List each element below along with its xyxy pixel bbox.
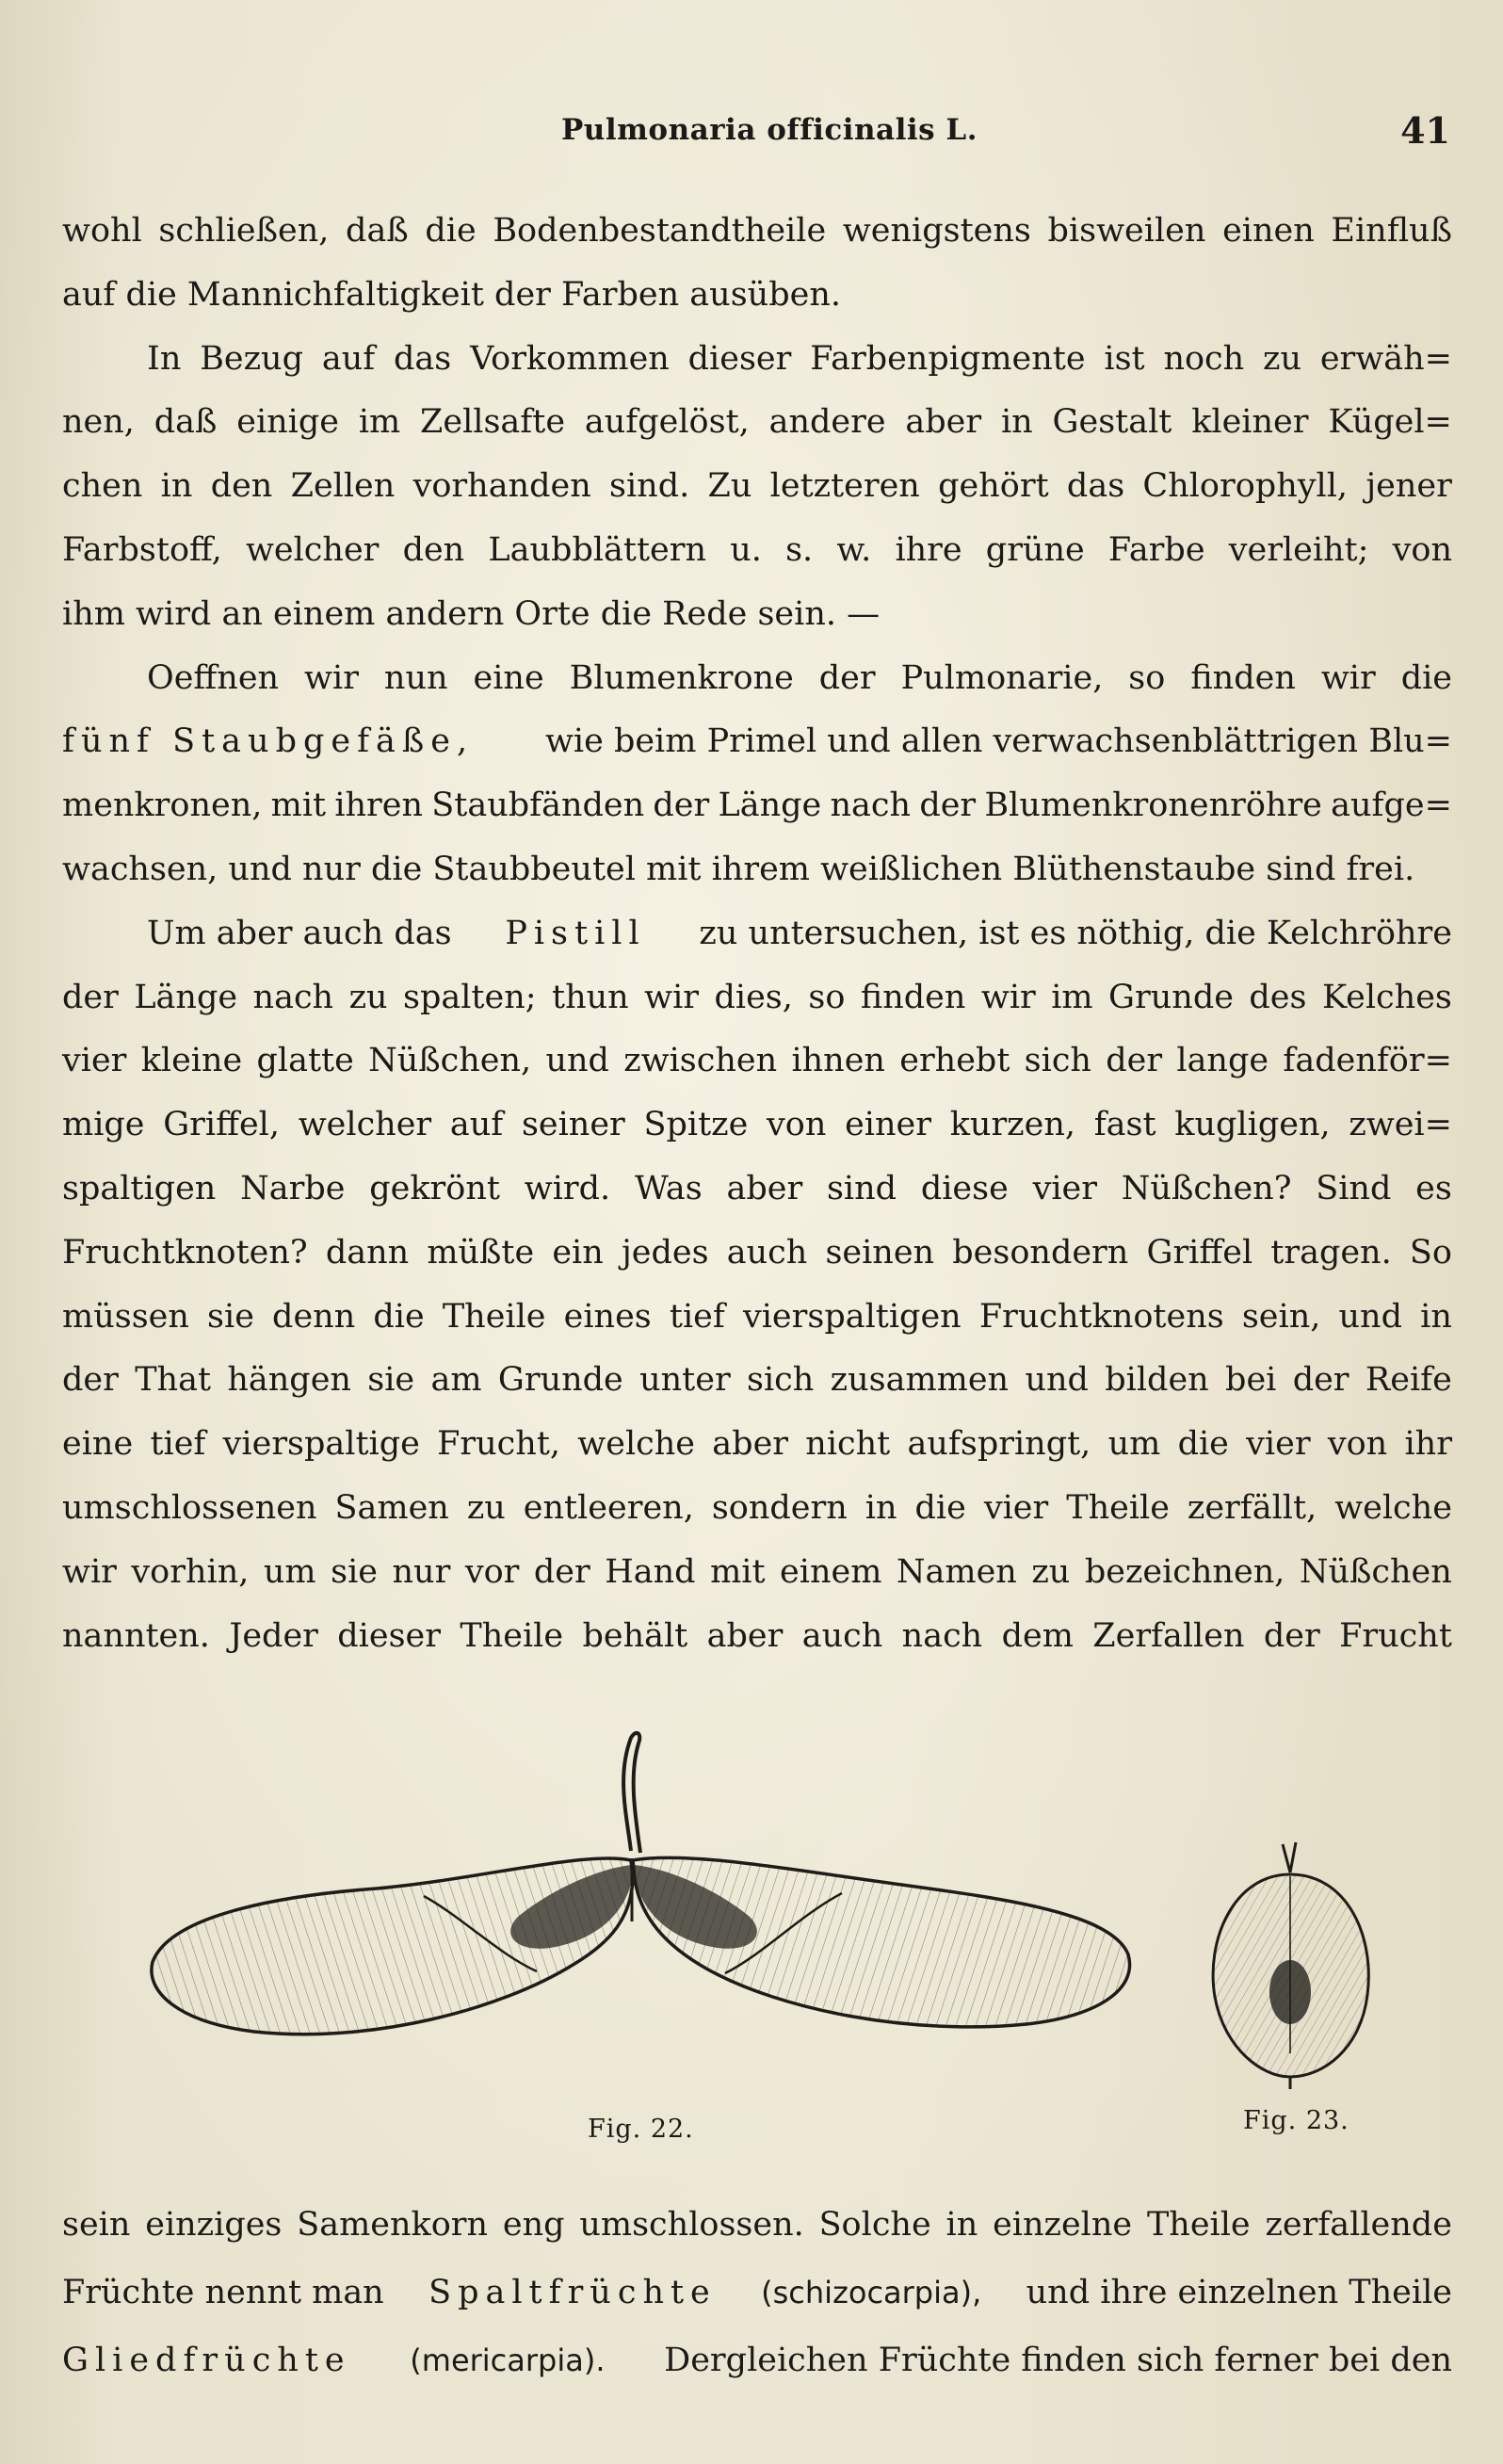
word: Bezug: [200, 339, 304, 378]
word: nach: [252, 978, 334, 1016]
text-line: wachsen, und nur die Staubbeutel mit ihrem weißlichen Blüthenstaube sind frei.: [62, 850, 1415, 888]
word: Pulmonarie,: [900, 658, 1104, 697]
word: finden: [860, 978, 966, 1016]
word: Theile: [460, 1616, 564, 1655]
word: mige: [62, 1106, 145, 1144]
word: gekrönt: [369, 1169, 500, 1208]
word: sein,: [1241, 1297, 1321, 1336]
word: das: [1066, 467, 1125, 506]
word: Samenkorn: [297, 2206, 489, 2244]
word: Zerfallen: [1092, 1616, 1245, 1655]
word: Zellen: [290, 467, 396, 506]
word: vorhin,: [131, 1552, 250, 1591]
emphasis-staubgefaesse: fünf Staubgefäße,: [62, 722, 475, 761]
word: auf: [449, 1106, 504, 1144]
text-line: [62, 1286, 1452, 1350]
word: dieser: [337, 1616, 441, 1655]
text-run: Um aber auch das: [147, 914, 452, 952]
text-line: [62, 966, 1452, 1030]
word: einziges: [145, 2206, 283, 2244]
word: Gestalt: [1052, 403, 1172, 442]
word: kurzen,: [949, 1106, 1076, 1144]
word: hängen: [227, 1361, 351, 1400]
emphasis-spaltfruechte: Spaltfrüchte: [428, 2274, 717, 2311]
word: nun: [383, 658, 448, 697]
word: Samen: [334, 1488, 449, 1527]
text-line: [62, 774, 1452, 838]
word: Griffel: [1146, 1233, 1253, 1272]
text-run: wie beim Primel und allen verwachsenblättrigen Blu=: [544, 722, 1452, 761]
text-line: [62, 1222, 1452, 1286]
word: kleine: [140, 1042, 243, 1080]
word: in: [945, 2206, 978, 2244]
word: bisweilen: [1047, 212, 1206, 250]
word: Theile: [442, 1297, 546, 1336]
word: jedes: [621, 1233, 709, 1272]
word: Griffel,: [163, 1106, 280, 1144]
word: so: [1128, 658, 1166, 697]
word: in: [865, 1488, 897, 1527]
word: einzelne: [993, 2206, 1133, 2244]
word: in: [160, 467, 193, 506]
word: erwäh=: [1319, 339, 1452, 378]
word: am: [430, 1361, 482, 1400]
word: nannten.: [62, 1616, 210, 1655]
text-line: [62, 200, 1452, 264]
word: sind.: [609, 467, 690, 506]
figure-23-caption: Fig. 23.: [1243, 2106, 1349, 2135]
text-line: [62, 1477, 1452, 1541]
word: die: [425, 212, 477, 250]
word: Staubfänden: [431, 786, 645, 825]
word: um: [1107, 1425, 1161, 1464]
word: Kügel=: [1328, 403, 1452, 442]
word: Narbe: [240, 1169, 346, 1208]
word: ihren: [334, 786, 424, 825]
text-line: [62, 1029, 1452, 1094]
word: erhebt: [899, 1042, 1010, 1080]
maple-fruit-illustration: [141, 1728, 1139, 2096]
word: müssen: [62, 1297, 189, 1336]
word: Sind: [1316, 1169, 1392, 1208]
word: Grunde: [497, 1361, 623, 1400]
text-line: [62, 391, 1452, 455]
word: das: [394, 339, 452, 378]
word: So: [1409, 1233, 1452, 1272]
word: s.: [785, 530, 814, 569]
text-line-with-emphasis: [62, 710, 1452, 774]
word: dem: [1001, 1616, 1074, 1655]
word: den: [402, 530, 465, 569]
text-line: auf die Mannichfaltigkeit der Farben ausüben.: [62, 275, 841, 314]
word: daß: [346, 212, 409, 250]
word: eine: [62, 1425, 134, 1464]
word: dieser: [687, 339, 792, 378]
word: in: [1000, 403, 1033, 442]
word: grüne: [985, 530, 1085, 569]
word: Farbstoff,: [62, 530, 222, 569]
word: seiner: [521, 1106, 625, 1144]
word: auch: [726, 1233, 808, 1272]
word: der: [818, 658, 876, 697]
word: vor: [464, 1552, 520, 1591]
word: kugligen,: [1174, 1106, 1331, 1144]
word: aufge=: [1331, 786, 1452, 825]
word: die: [914, 1488, 966, 1527]
word: besondern: [952, 1233, 1129, 1272]
word: tief: [150, 1425, 206, 1464]
word: Namen: [896, 1552, 1017, 1591]
word: wir: [980, 978, 1036, 1016]
word: Solche: [818, 2206, 931, 2244]
word: menkronen,: [62, 786, 263, 825]
word: bei: [1225, 1361, 1277, 1400]
word: Zellsafte: [420, 403, 566, 442]
word: die: [1400, 658, 1452, 697]
word: Oeffnen: [147, 658, 280, 697]
word: Nüßchen?: [1121, 1169, 1292, 1208]
word: zerfallende: [1265, 2206, 1452, 2244]
word: und: [545, 1042, 609, 1080]
word: jener: [1366, 467, 1452, 506]
text-line: [62, 1349, 1452, 1413]
word: vier: [62, 1042, 127, 1080]
word: Nüßchen: [1299, 1552, 1452, 1591]
word: fast: [1093, 1106, 1156, 1144]
word: sie: [331, 1552, 378, 1591]
word: zwei=: [1349, 1106, 1452, 1144]
word: dies,: [714, 978, 793, 1016]
word: mit: [270, 786, 327, 825]
word: kleiner: [1191, 403, 1309, 442]
word: bezeichnen,: [1084, 1552, 1285, 1591]
word: nicht: [805, 1425, 891, 1464]
word: einen: [1222, 212, 1315, 250]
word: wird.: [524, 1169, 611, 1208]
word: Hand: [605, 1552, 696, 1591]
word: Blumenkrone: [569, 658, 794, 697]
word: aufgelöst,: [584, 403, 750, 442]
emphasis-gliedfruechte: Gliedfrüchte: [62, 2342, 351, 2379]
word: Fruchtknoten?: [62, 1233, 308, 1272]
word: der: [62, 1361, 119, 1400]
text-line: [62, 1413, 1452, 1477]
word: den: [210, 467, 273, 506]
word: einige: [236, 403, 339, 442]
word: nen,: [62, 403, 135, 442]
word: glatte: [256, 1042, 354, 1080]
word: andere: [768, 403, 886, 442]
word: sich: [1024, 1042, 1091, 1080]
word: denn: [272, 1297, 356, 1336]
word: sein: [62, 2206, 131, 2244]
word: Jeder: [229, 1616, 318, 1655]
text-line: [62, 519, 1452, 583]
word: ist: [1104, 339, 1145, 378]
word: ihre: [895, 530, 962, 569]
word: der: [653, 786, 710, 825]
word: diese: [920, 1169, 1009, 1208]
word: so: [808, 978, 846, 1016]
word: nach: [830, 786, 912, 825]
word: einer: [845, 1106, 931, 1144]
word: und: [1025, 1361, 1089, 1400]
word: Fruchtknotens: [978, 1297, 1224, 1336]
word: zu: [466, 1488, 506, 1527]
word: vier: [1032, 1169, 1098, 1208]
text-line: [62, 2191, 1452, 2259]
word: Laubblättern: [488, 530, 707, 569]
figure-22-caption: Fig. 22.: [588, 2115, 694, 2144]
word: Vorkommen: [470, 339, 670, 378]
text-block-bottom: [62, 2191, 1452, 2394]
word: ein: [552, 1233, 604, 1272]
word: die: [1177, 1425, 1229, 1464]
word: des: [1249, 978, 1307, 1016]
text-line: [62, 1094, 1452, 1158]
word: müßte: [427, 1233, 535, 1272]
word: wir: [644, 978, 700, 1016]
word: Chlorophyll,: [1142, 467, 1349, 506]
text-line: [62, 328, 1452, 392]
word: welcher: [245, 530, 380, 569]
word: es: [1415, 1169, 1452, 1208]
word: entleeren,: [523, 1488, 694, 1527]
latin-term-schizocarpia: (schizocarpia),: [761, 2275, 982, 2310]
word: nur: [392, 1552, 451, 1591]
word: chen: [62, 467, 143, 506]
word: aber: [706, 1616, 784, 1655]
word: Frucht,: [437, 1425, 561, 1464]
word: sind: [826, 1169, 897, 1208]
word: daß: [154, 403, 218, 442]
word: Länge: [718, 786, 822, 825]
word: von: [1392, 530, 1452, 569]
word: lange: [1176, 1042, 1269, 1080]
text-line: [62, 455, 1452, 519]
word: That: [135, 1361, 212, 1400]
word: seinen: [825, 1233, 935, 1272]
word: tief: [669, 1297, 725, 1336]
text-run: und ihre einzelnen Theile: [1026, 2274, 1452, 2311]
text-line: [62, 647, 1452, 711]
word: Spitze: [643, 1106, 749, 1144]
word: Zu: [707, 467, 752, 506]
word: Reife: [1365, 1361, 1452, 1400]
word: Länge: [134, 978, 238, 1016]
word: letzteren: [769, 467, 920, 506]
word: thun: [552, 978, 629, 1016]
word: w.: [836, 530, 872, 569]
word: Theile: [1146, 2206, 1251, 2244]
text-line: [62, 1158, 1452, 1222]
word: umschlossenen: [62, 1488, 317, 1527]
word: Nüßchen,: [368, 1042, 532, 1080]
word: aber: [712, 1425, 789, 1464]
emphasis-pistill: Pistill: [505, 914, 646, 952]
word: von: [767, 1106, 827, 1144]
word: vier: [983, 1488, 1049, 1527]
text-line-with-emphasis: [62, 2259, 1452, 2326]
word: Theile: [1066, 1488, 1170, 1527]
word: ihnen: [791, 1042, 885, 1080]
word: eng: [502, 2206, 565, 2244]
word: Frucht: [1339, 1616, 1452, 1655]
word: im: [358, 403, 401, 442]
word: der: [919, 786, 977, 825]
word: sondern: [711, 1488, 848, 1527]
word: nach: [901, 1616, 983, 1655]
word: Blumenkronenröhre: [984, 786, 1322, 825]
word: in: [1420, 1297, 1452, 1336]
word: der: [533, 1552, 590, 1591]
text-line: ihm wird an einem andern Orte die Rede sein. —: [62, 594, 881, 633]
word: welcher: [298, 1106, 432, 1144]
word: zu: [1031, 1552, 1071, 1591]
page-number: 41: [1400, 109, 1450, 152]
text-line: [62, 1605, 1452, 1669]
running-head: [66, 109, 1450, 170]
word: In: [147, 339, 182, 378]
word: zusammen: [830, 1361, 1010, 1400]
word: vorhanden: [412, 467, 591, 506]
word: wenigstens: [842, 212, 1031, 250]
word: auch: [801, 1616, 883, 1655]
word: wir: [1320, 658, 1376, 697]
word: der: [62, 978, 119, 1016]
word: wir: [62, 1552, 117, 1591]
word: noch: [1163, 339, 1245, 378]
latin-term-mericarpia: (mericarpia).: [410, 2342, 606, 2378]
word: der: [1263, 1616, 1320, 1655]
word: Grunde: [1108, 978, 1234, 1016]
word: schließen,: [158, 212, 330, 250]
word: Was: [634, 1169, 703, 1208]
figure-23: [1196, 1837, 1384, 2091]
word: verleiht;: [1228, 530, 1369, 569]
word: spaltigen: [62, 1169, 217, 1208]
word: Farbenpigmente: [810, 339, 1086, 378]
word: Einfluß: [1331, 212, 1452, 250]
text-run: Früchte nennt man: [62, 2274, 384, 2311]
word: Farbe: [1107, 530, 1205, 569]
word: die: [373, 1297, 425, 1336]
word: zu: [348, 978, 388, 1016]
word: tragen.: [1270, 1233, 1392, 1272]
word: welche: [577, 1425, 696, 1464]
word: aber: [905, 403, 982, 442]
word: spalten;: [403, 978, 537, 1016]
text-line-with-emphasis: [62, 2326, 1452, 2394]
word: u.: [730, 530, 762, 569]
word: wohl: [62, 212, 142, 250]
word: von: [1327, 1425, 1388, 1464]
word: um: [263, 1552, 316, 1591]
word: sich: [747, 1361, 815, 1400]
word: zerfällt,: [1187, 1488, 1317, 1527]
text-block-top: [62, 200, 1452, 1668]
word: vierspaltigen: [742, 1297, 962, 1336]
word: und: [1338, 1297, 1403, 1336]
word: vier: [1246, 1425, 1311, 1464]
word: aufspringt,: [907, 1425, 1091, 1464]
word: dann: [325, 1233, 410, 1272]
word: der: [1106, 1042, 1163, 1080]
word: ihr: [1404, 1425, 1452, 1464]
word: welche: [1334, 1488, 1452, 1527]
word: finden: [1190, 658, 1296, 697]
text-line: [62, 1541, 1452, 1605]
word: gehört: [938, 467, 1049, 506]
word: fadenför=: [1283, 1042, 1452, 1080]
word: Kelches: [1321, 978, 1452, 1016]
word: eine: [473, 658, 544, 697]
running-title: Pulmonaria officinalis L.: [561, 113, 978, 147]
word: vierspaltige: [222, 1425, 420, 1464]
text-line-with-emphasis: [62, 902, 1452, 966]
word: einem: [780, 1552, 882, 1591]
word: umschlossen.: [579, 2206, 804, 2244]
word: zu: [1263, 339, 1301, 378]
word: bilden: [1105, 1361, 1209, 1400]
word: wir: [304, 658, 359, 697]
word: auf: [321, 339, 376, 378]
word: Bodenbestandtheile: [493, 212, 827, 250]
word: zwischen: [623, 1042, 778, 1080]
text-run: zu untersuchen, ist es nöthig, die Kelchröhre: [699, 914, 1452, 952]
word: der: [1292, 1361, 1349, 1400]
word: behält: [582, 1616, 688, 1655]
word: im: [1051, 978, 1093, 1016]
word: eines: [563, 1297, 652, 1336]
word: mit: [710, 1552, 766, 1591]
word: sie: [367, 1361, 415, 1400]
word: unter: [639, 1361, 731, 1400]
word: sie: [207, 1297, 254, 1336]
word: aber: [726, 1169, 803, 1208]
figure-22: [141, 1728, 1139, 2096]
text-run: Dergleichen Früchte finden sich ferner bei den: [664, 2342, 1452, 2379]
elm-fruit-illustration: [1196, 1837, 1384, 2091]
